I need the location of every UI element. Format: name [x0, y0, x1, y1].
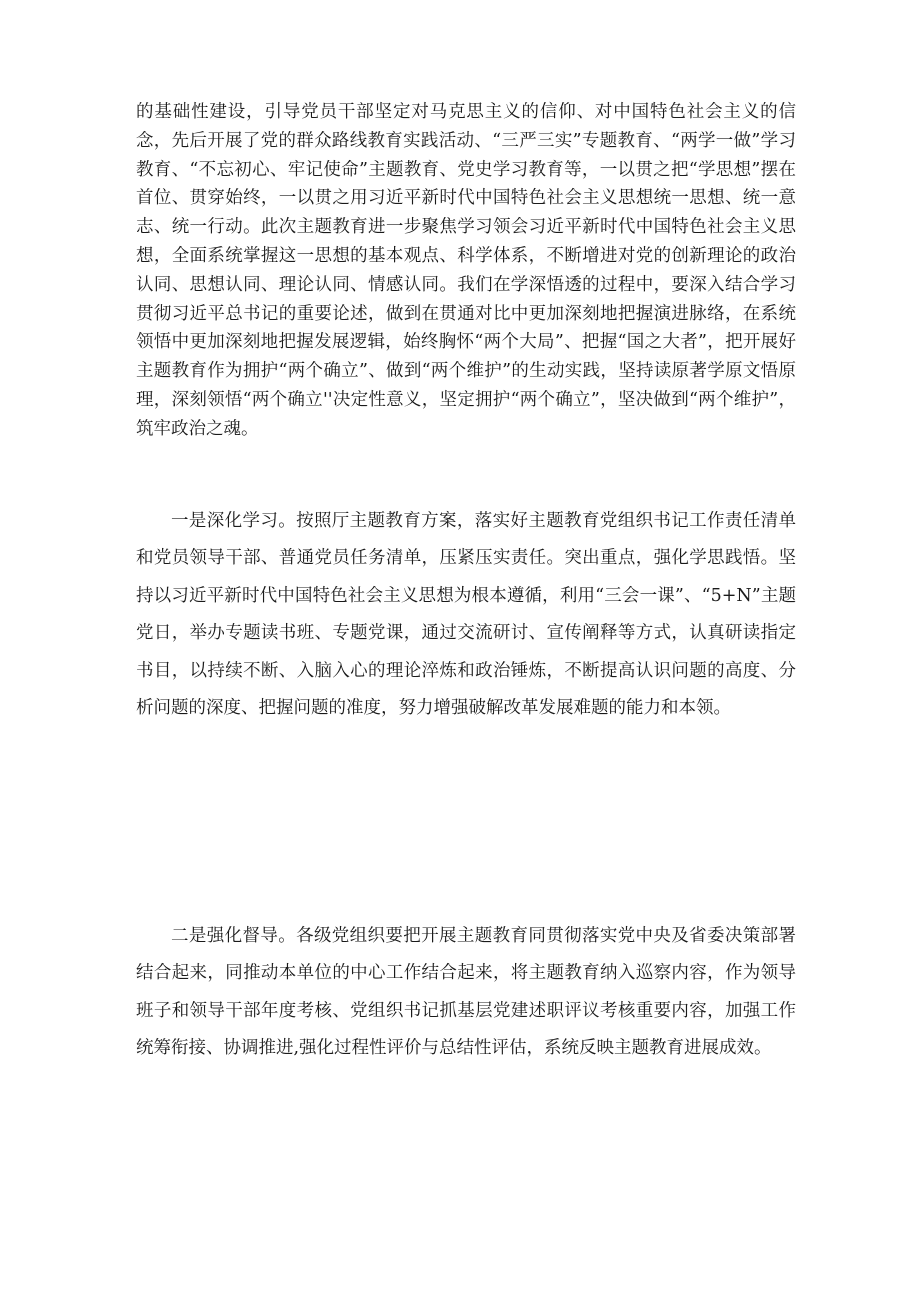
paragraph-deepen-study: 一是深化学习。按照厅主题教育方案，落实好主题教育党组织书记工作责任清单和党员领导干部、普通党员任务清单，压紧压实责任。突出重点，强化学思践悟。坚持以习近平新时代中国特色社会主义思想为根本遵循，利用“三会一课”、“5+N”主题党日，举办专题读书班、专题党课，通过交流研讨、宣传阐释等方式，认真研读指定书目，以持续不断、入脑入心的理论淬炼和政治锤炼，不断提高认识问题的高度、分析问题的深度、把握问题的准度，努力增强破解改革发展难题的能力和本领。: [136, 511, 796, 719]
paragraph-party-building-foundation: 的基础性建设，引导党员干部坚定对马克思主义的信仰、对中国特色社会主义的信念，先后开展了党的群众路线教育实践活动、“三严三实”专题教育、“两学一做”学习教育、“不忘初心、牢记使命”主题教育、党史学习教育等，一以贯之把“学思想”摆在首位、贯穿始终，一以贯之用习近平新时代中国特色社会主义思想统一思想、统一意志、统一行动。此次主题教育进一步聚焦学习领会习近平新时代中国特色社会主义思想，全面系统掌握这一思想的基本观点、科学体系，不断增进对党的创新理论的政治认同、思想认同、理论认同、情感认同。我们在学深悟透的过程中，要深入结合学习贯彻习近平总书记的重要论述，做到在贯通对比中更加深刻地把握演进脉络，在系统领悟中更加深刻地把握发展逻辑，始终胸怀“两个大局”、把握“国之大者”，把开展好主题教育作为拥护“两个确立”、做到“两个维护”的生动实践，坚持读原著学原文悟原理，深刻领悟“两个确立''决定性意义，坚定拥护“两个确立”，坚决做到“两个维护”，筑牢政治之魂。: [136, 102, 796, 439]
paragraph-strengthen-supervision: 二是强化督导。各级党组织要把开展主题教育同贯彻落实党中央及省委决策部署结合起来，同推动本单位的中心工作结合起来，将主题教育纳入巡察内容，作为领导班子和领导干部年度考核、党组织书记抓基层党建述职评议考核重要内容，加强工作统筹衔接、协调推进,强化过程性评价与总结性评估，系统反映主题教育进展成效。: [136, 926, 796, 1059]
